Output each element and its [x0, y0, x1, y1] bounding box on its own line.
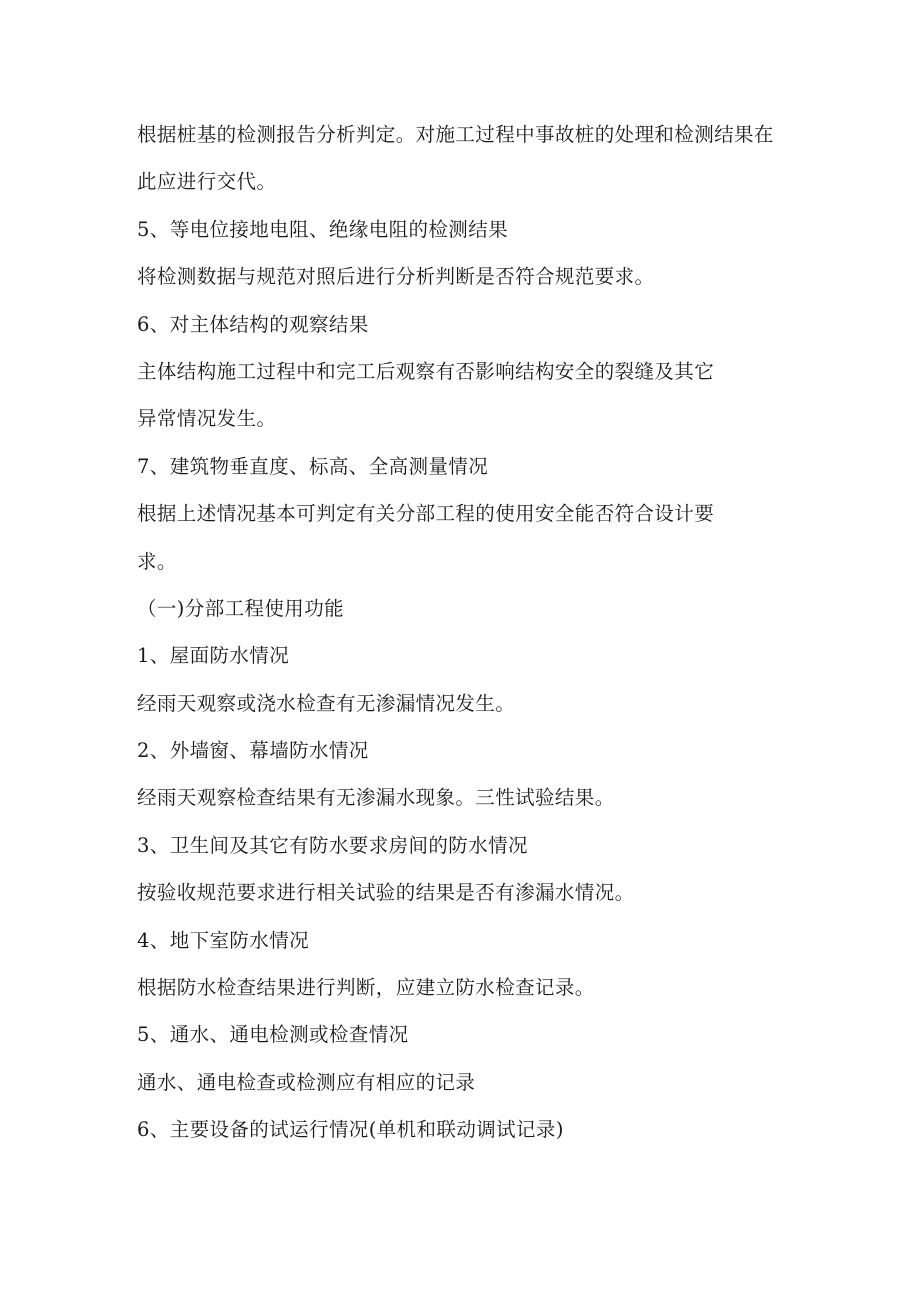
document-body	[137, 122, 797, 1165]
paragraph-line: 经雨天观察或浇水检查有无渗漏情况发生。	[137, 691, 516, 715]
section-heading: 6、对主体结构的观察结果	[137, 312, 369, 336]
paragraph-line: 求。	[137, 549, 177, 573]
paragraph-line: 按验收规范要求进行相关试验的结果是否有渗漏水情况。	[137, 881, 635, 905]
paragraph-line: 经雨天观察检查结果有无渗漏水现象。三性试验结果。	[137, 786, 615, 810]
section-heading: 5、等电位接地电阻、绝缘电阻的检测结果	[137, 217, 509, 241]
paragraph-line: 通水、通电检查或检测应有相应的记录	[137, 1070, 476, 1094]
paragraph-line: 主体结构施工过程中和完工后观察有否影响结构安全的裂缝及其它	[137, 359, 715, 383]
section-heading: 3、卫生间及其它有防水要求房间的防水情况	[137, 833, 528, 857]
section-heading: 2、外墙窗、幕墙防水情况	[137, 739, 369, 763]
section-heading: 1、屋面防水情况	[137, 644, 290, 668]
section-heading: 5、通水、通电检测或检查情况	[137, 1023, 409, 1047]
paragraph-line: 异常情况发生。	[137, 407, 277, 431]
paragraph-line: 此应进行交代。	[137, 170, 277, 194]
chapter-heading: （一)分部工程使用功能	[137, 596, 345, 620]
section-heading: 7、建筑物垂直度、标高、全高测量情况	[137, 454, 489, 478]
paragraph-line: 根据桩基的检测报告分析判定。对施工过程中事故桩的处理和检测结果在	[137, 123, 774, 146]
paragraph-line: 根据上述情况基本可判定有关分部工程的使用安全能否符合设计要	[137, 502, 715, 526]
section-heading: 6、主要设备的试运行情况(单机和联动调试记录)	[137, 1118, 564, 1142]
section-heading: 4、地下室防水情况	[137, 928, 310, 952]
paragraph-line: 将检测数据与规范对照后进行分析判断是否符合规范要求。	[137, 265, 655, 289]
paragraph-line: 根据防水检查结果进行判断，应建立防水检查记录。	[137, 976, 595, 1000]
